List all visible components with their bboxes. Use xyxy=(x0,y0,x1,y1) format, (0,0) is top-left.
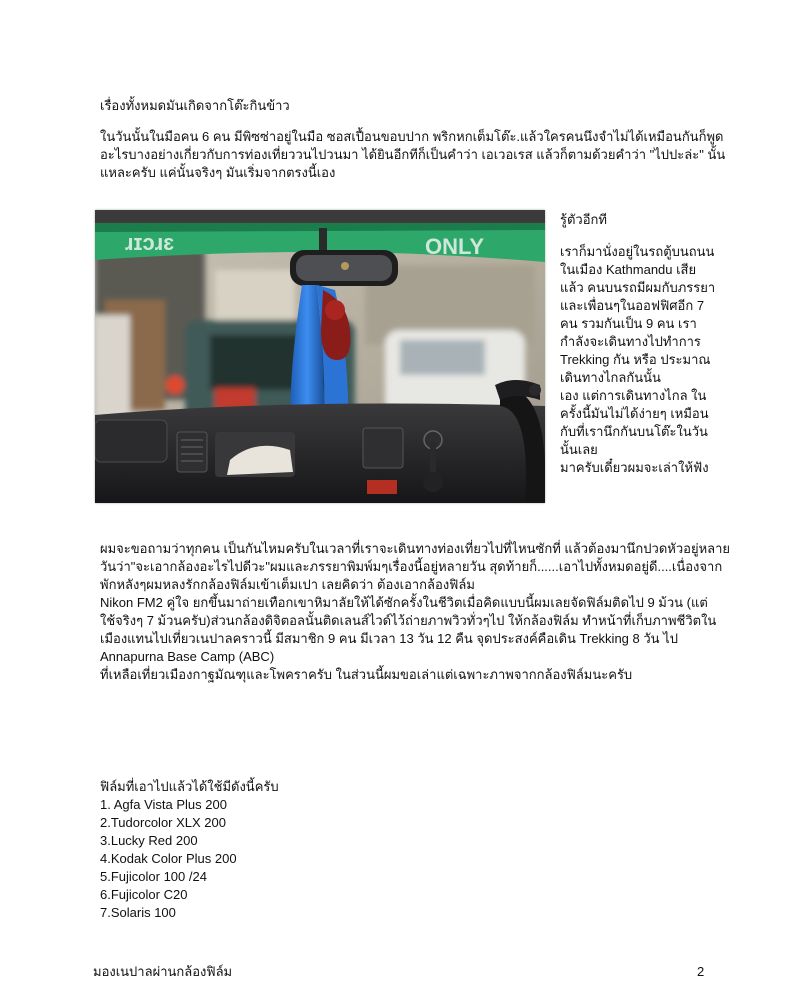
sidebar-line: เอง แต่การเดินทางไกล ใน xyxy=(560,388,707,403)
story-line: ผมจะขอถามว่าทุกคน เป็นกันไหมครับในเวลาที่เราจะเดินทางท่องเที่ยวไปที่ไหนซักที่ แล้วต้องมานึกปวดหัวอยู่หลาย xyxy=(100,541,731,556)
film-list-item: 1. Agfa Vista Plus 200 xyxy=(100,797,227,812)
sidebar-title: รู้ตัวอีกที xyxy=(560,212,607,227)
story-paragraph xyxy=(100,540,731,684)
story-line: Nikon FM2 คู่ใจ ยกขึ้นมาถ่ายเทือกเขาหิมาลัยให้ได้ซักครั้งในชีวิตเมื่อคิดแบบนี้ผมเลยจัดฟิล์มติดไป 9 ม้วน (แต่ xyxy=(100,595,708,610)
film-list-item: 4.Kodak Color Plus 200 xyxy=(100,851,237,866)
film-list-item: 5.Fujicolor 100 /24 xyxy=(100,869,207,884)
sidebar-line: กับที่เรานึกกันบนโต๊ะในวัน xyxy=(560,424,708,439)
sidebar-line: เดินทางไกลกันนั้น xyxy=(560,370,661,385)
intro-paragraph xyxy=(100,128,726,182)
intro-line: อะไรบางอย่างเกี่ยวกับการท่องเที่ยววนไปวนมา ได้ยินอีกทีก็เป็นคำว่า เอเวอเรส แล้วก็ตามด้วยคำว่า "ไปปะล่ะ" นั้น xyxy=(100,147,726,162)
sidebar-line: มาครับเดี๋ยวผมจะเล่าให้ฟัง xyxy=(560,460,709,475)
film-list-item: 3.Lucky Red 200 xyxy=(100,833,198,848)
film-list-item: 7.Solaris 100 xyxy=(100,905,176,920)
intro-line: แหละครับ แค่นั้นจริงๆ มันเริ่มจากตรงนี้เอง xyxy=(100,165,336,180)
sidebar-line: และเพื่อนๆในออฟฟิศอีก 7 xyxy=(560,298,705,313)
van-interior-photo xyxy=(95,210,545,503)
sidebar-line: แล้ว คนบนรถมีผมกับภรรยา xyxy=(560,280,716,295)
sidebar-line: ในเมือง Kathmandu เสีย xyxy=(560,262,697,277)
windshield-text-right: ONLY xyxy=(425,234,485,259)
page-number: 2 xyxy=(697,964,705,979)
sidebar-line: กำลังจะเดินทางไปทำการ xyxy=(560,334,701,349)
photo-illustration xyxy=(95,210,545,503)
story-line: เมืองแทนไปเที่ยวเนปาลคราวนี้ มีสมาชิก 9 คน มีเวลา 13 วัน 12 คืน จุดประสงค์คือเดิน Trekking 8 วัน ไป xyxy=(100,631,678,646)
sidebar-line: นั้นเลย xyxy=(560,442,598,457)
story-line: วันว่า"จะเอากล้องอะไรไปดีวะ"ผมและภรรยาพิมพ์มๆเรื่องนี้อยู่หลายวัน สุดท้ายก็......เอาไปทั้งหมดอยู่ดี....เนื่องจาก xyxy=(100,559,723,574)
footer-title: มองเนปาลผ่านกล้องฟิล์ม xyxy=(93,964,233,979)
story-line: ที่เหลือเที่ยวเมืองกาฐมัณฑุและโพคราครับ ในส่วนนี้ผมขอเล่าแต่เฉพาะภาพจากกล้องฟิล์มนะครับ xyxy=(100,667,633,682)
film-list-item: 2.Tudorcolor XLX 200 xyxy=(100,815,226,830)
story-line: ใช้จริงๆ 7 ม้วนครับ)ส่วนกล้องดิจิตอลนั้นติดเลนส์ไวด์ไว้ถ่ายภาพวิวทั่วๆไป ให้กล้องฟิล์ม ทำหน้าที่เก็บภาพชีวิตใน xyxy=(100,613,717,628)
sidebar-line: คน รวมกันเป็น 9 คน เรา xyxy=(560,316,697,331)
story-line: Annapurna Base Camp (ABC) xyxy=(100,649,275,664)
story-line: พักหลังๆผมหลงรักกล้องฟิล์มเข้าเต็มเปา เลยคิดว่า ต้องเอากล้องฟิล์ม xyxy=(100,577,475,592)
sidebar-paragraph xyxy=(560,243,720,477)
film-list-title: ฟิล์มที่เอาไปแล้วได้ใช้มีดังนี้ครับ xyxy=(100,779,279,794)
sidebar-line: Trekking กัน หรือ ประมาณ xyxy=(560,352,711,367)
sidebar-line: เราก็มานั่งอยู่ในรถตู้บนถนน xyxy=(560,244,715,259)
film-list xyxy=(100,778,279,922)
film-list-item: 6.Fujicolor C20 xyxy=(100,887,188,902)
intro-line: ในวันนั้นในมือคน 6 คน มีพิซซ่าอยู่ในมือ ซอสเปื้อนขอบปาก พริกหกเต็มโต๊ะ.แล้วใครคนนึงจำไม่ได้เหมือนกันก็พูด xyxy=(100,129,724,144)
sidebar-line: ครั้งนี้มันไม่ได้ง่ายๆ เหมือน xyxy=(560,406,709,421)
section-heading: เรื่องทั้งหมดมันเกิดจากโต๊ะกินข้าว xyxy=(100,98,290,113)
windshield-text-left: ɹɪɔɹɛ xyxy=(125,230,175,255)
